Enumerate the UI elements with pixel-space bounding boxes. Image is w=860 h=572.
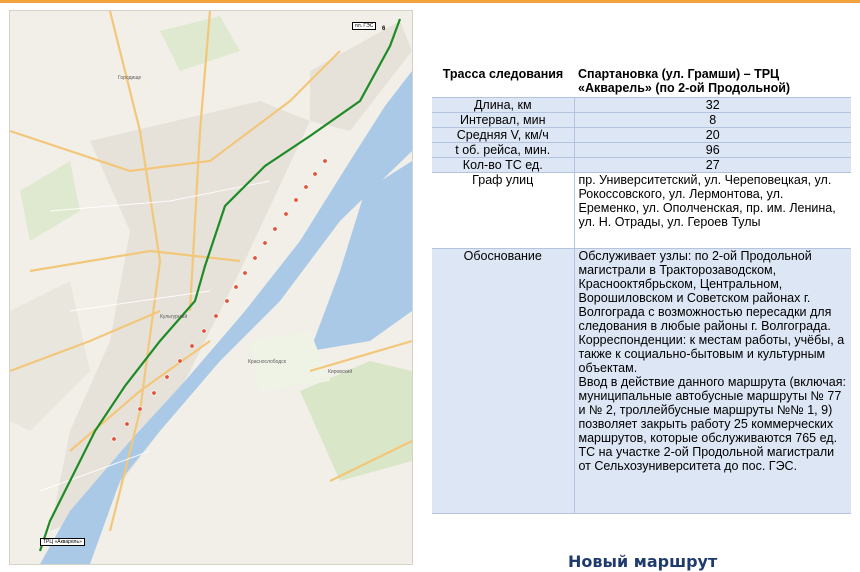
basis-paragraph: Ввод в действие данного маршрута (включая: муниципальные автобусные маршруты № 77 и № 2, троллейбусные маршруты №№ 1, 9) позволяет закрыть работу 25 коммерческих маршрутов, которые обслуживаются 765 ед. ТС на участке 2-ой Продольной магистрали от Сельхозуниверситета до пос. ГЭС. [578, 375, 846, 473]
place-label: Кировский [328, 369, 353, 375]
map-canvas [10, 11, 412, 564]
streets-text: пр. Университетский, ул. Череповецкая, ул. Рокоссовского, ул. Лермонтова, ул. Еременко, ул. Ополченская, пр. им. Ленина, ул. Н. Отрады, ул. Героев Тулы [574, 173, 851, 249]
table-row [432, 173, 851, 249]
table-row [432, 249, 851, 514]
param-value: 32 [574, 98, 851, 113]
param-label: Интервал, мин [432, 113, 574, 128]
header-route-label: Трасса следования [442, 67, 564, 81]
param-value: 96 [574, 143, 851, 158]
table-row [432, 128, 851, 143]
route-endpoint-end[interactable]: ТРЦ «Акварель» [40, 538, 85, 546]
basis-label: Обоснование [432, 249, 574, 514]
basis-paragraph: Корреспонденции: к местам работы, учёбы, а также к социально-бытовым и культурным объектам. [578, 333, 845, 375]
top-accent-rule [0, 0, 860, 3]
place-label: Культурный [160, 314, 188, 320]
basis-text [574, 249, 851, 514]
route-info-table [432, 66, 851, 514]
table-row [432, 98, 851, 113]
streets-label: Граф улиц [432, 173, 574, 249]
param-value: 20 [574, 128, 851, 143]
param-value: 8 [574, 113, 851, 128]
place-label: Городище [118, 75, 142, 81]
param-label: t об. рейса, мин. [432, 143, 574, 158]
header-route-name: Спартановка (ул. Грамши) – ТРЦ «Акварель» (по 2-ой Продольной) [578, 67, 791, 95]
param-label: Кол-во ТС ед. [432, 158, 574, 173]
table-row [432, 113, 851, 128]
basis-paragraph: Обслуживает узлы: по 2-ой Продольной магистрали в Тракторозаводском, Краснооктябрьском, Центральном, Ворошиловском и Советском районах г. Волгограда с возможностью пересадки для следования в любые районы г. Волгограда. [578, 249, 832, 333]
param-label: Средняя V, км/ч [432, 128, 574, 143]
table-header-row [432, 66, 851, 98]
table-row [432, 158, 851, 173]
route-map[interactable] [9, 10, 413, 565]
param-value: 27 [574, 158, 851, 173]
param-label: Длина, км [432, 98, 574, 113]
place-label: Краснослободск [248, 359, 286, 365]
table-row [432, 143, 851, 158]
route-endpoint-start[interactable]: пл. ГЭС [352, 22, 376, 30]
slide-caption: Новый маршрут [568, 552, 718, 571]
route-number-label: 6 [382, 26, 386, 32]
